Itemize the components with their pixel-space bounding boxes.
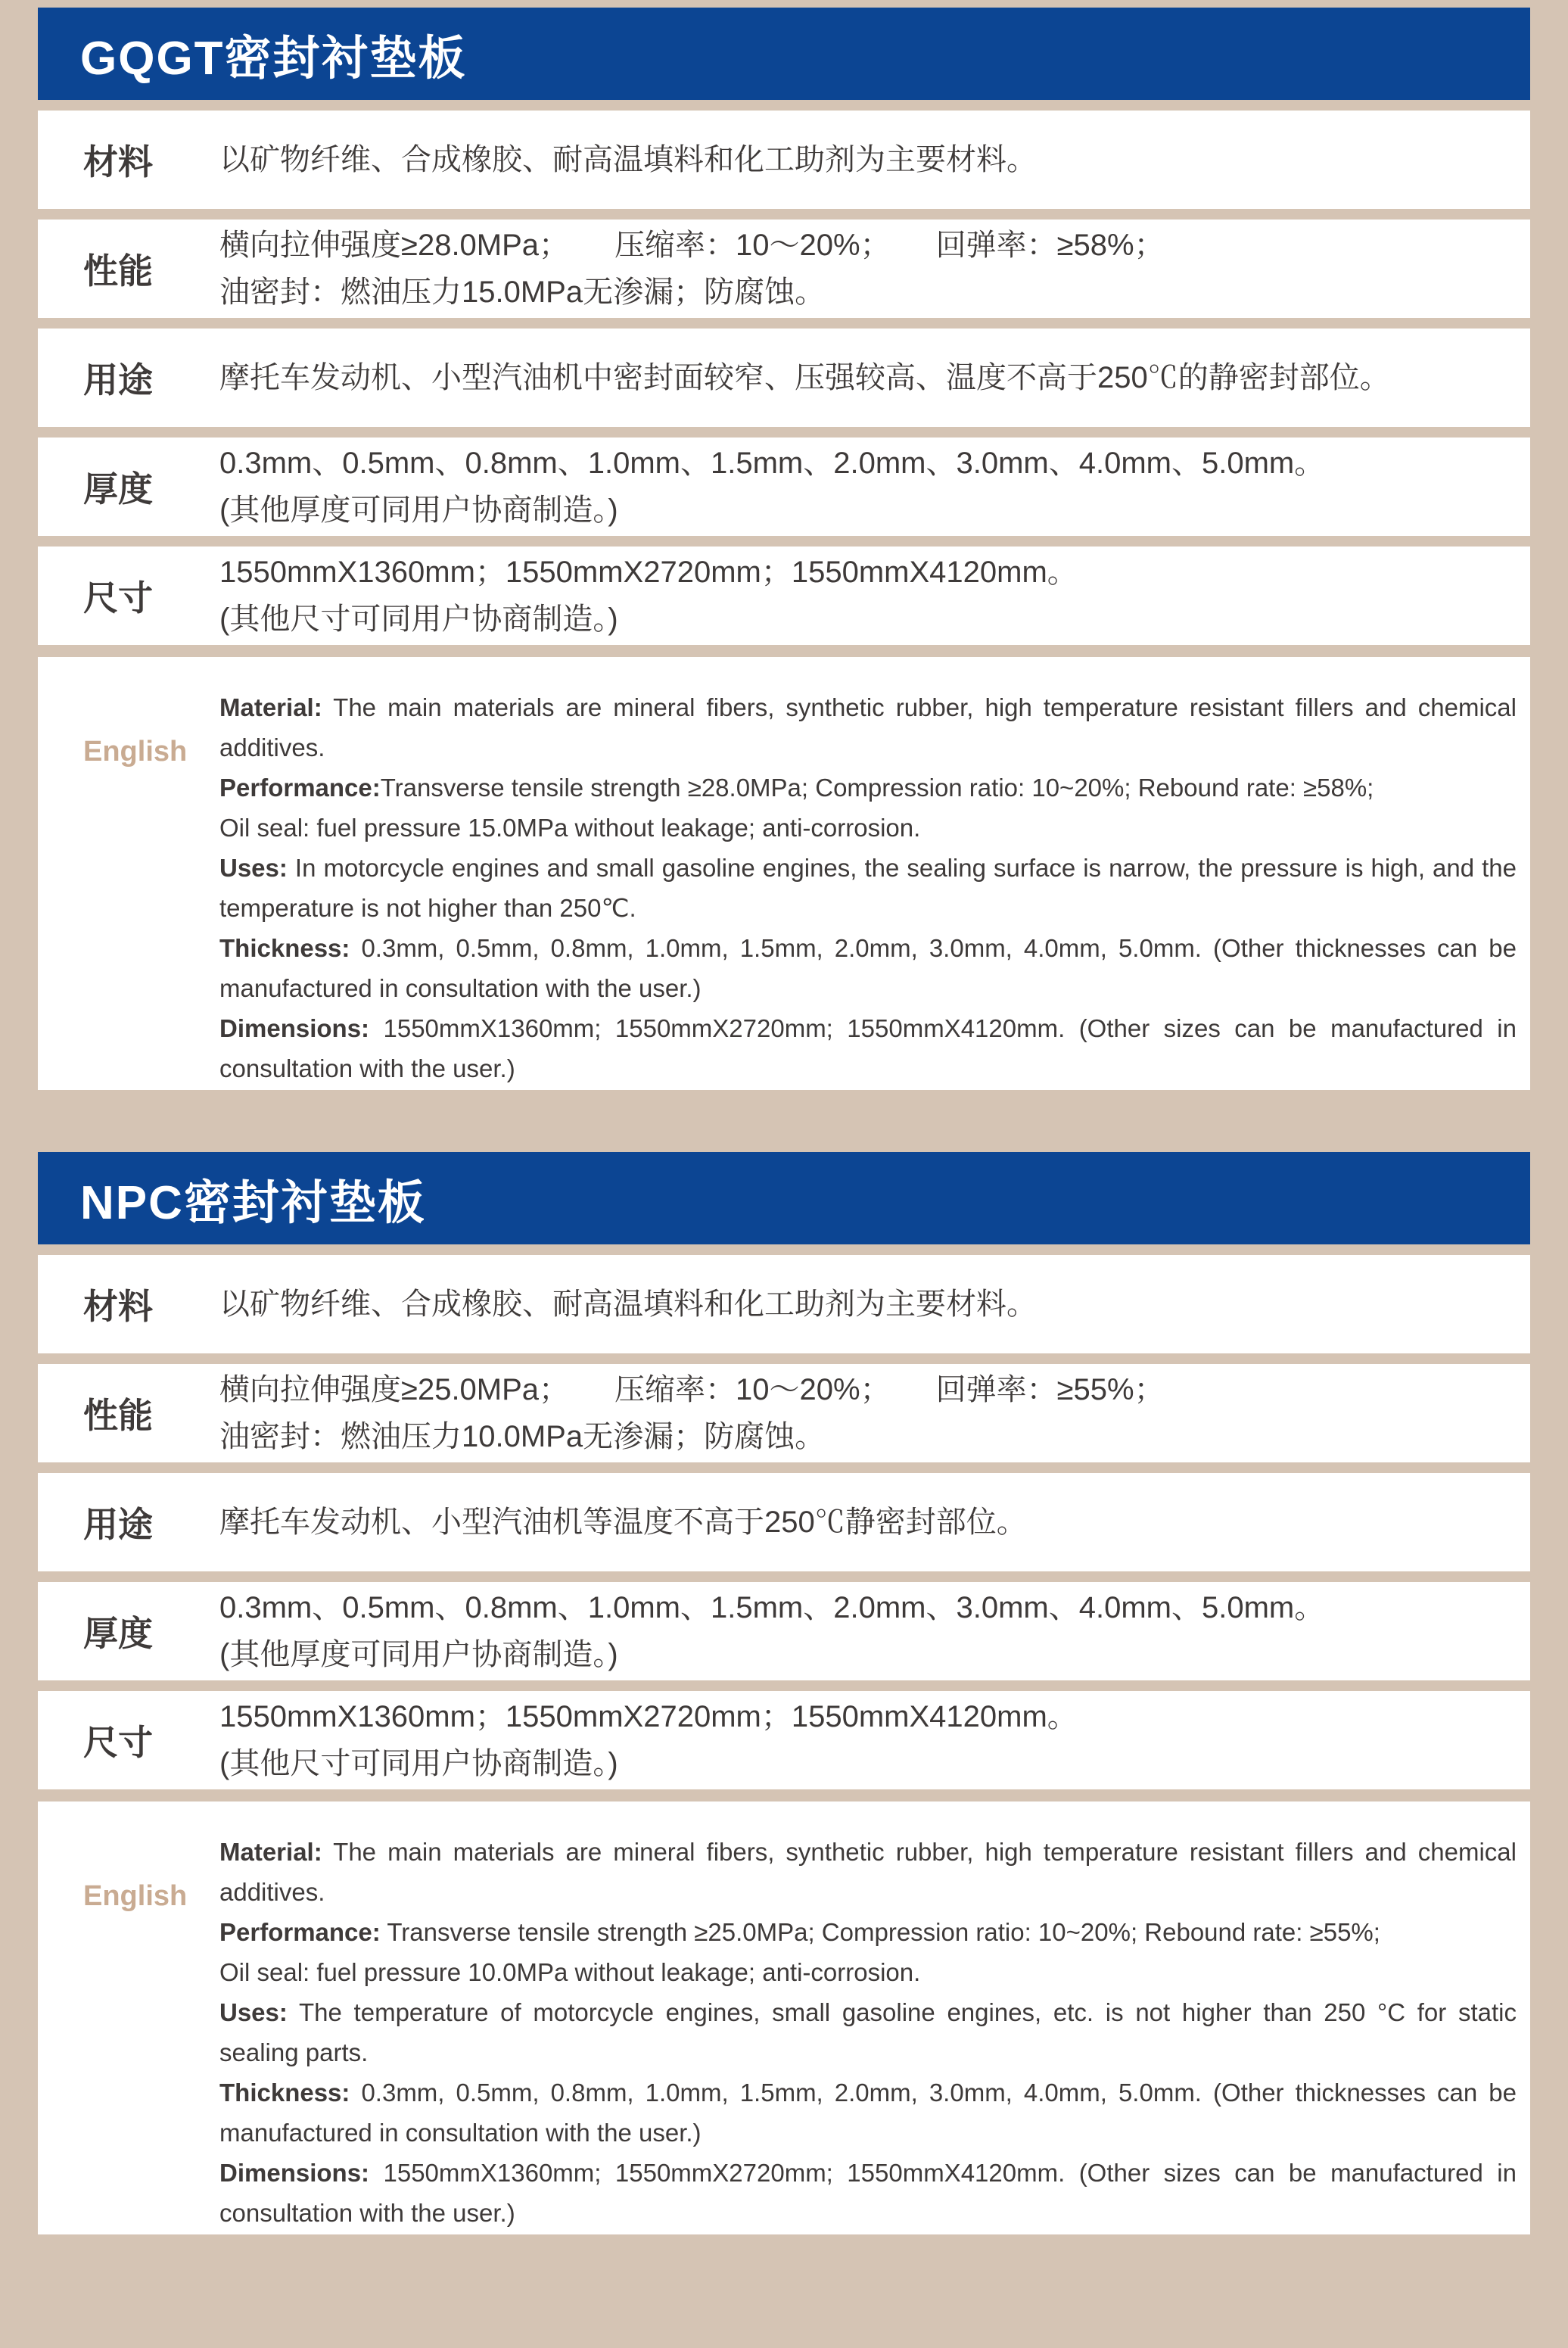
spec-row-content [219, 136, 1530, 183]
spec-row-performance [38, 1364, 1530, 1462]
spec-row-line: (其他厚度可同用户协商制造。) [219, 494, 618, 527]
english-block [38, 657, 1530, 1090]
english-paragraph [219, 1912, 1517, 1952]
spec-row-uses [38, 329, 1530, 427]
spec-row-content [219, 1584, 1530, 1678]
spec-row-label: 材料 [83, 142, 153, 182]
spec-row-line: 以矿物纤维、合成橡胶、耐高温填料和化工助剂为主要材料。 [219, 143, 1037, 176]
spec-row-content [219, 1366, 1530, 1460]
english-paragraph-lead: Dimensions: [219, 2159, 370, 2187]
english-paragraph [219, 1992, 1517, 2072]
english-block [38, 1801, 1530, 2234]
spec-row-material [38, 111, 1530, 209]
spec-row-content [219, 1499, 1530, 1546]
spec-row-label: 厚度 [83, 469, 153, 509]
english-paragraph [219, 2072, 1517, 2153]
english-paragraph [219, 848, 1517, 928]
spec-row-uses [38, 1473, 1530, 1571]
spec-row-performance [38, 220, 1530, 318]
spec-row-line: (其他厚度可同用户协商制造。) [219, 1638, 618, 1671]
english-paragraph-text: The main materials are mineral fibers, synthetic rubber, high temperature resistant fillers and chemical additives. [219, 1838, 1517, 1906]
english-paragraph-text: 0.3mm, 0.5mm, 0.8mm, 1.0mm, 1.5mm, 2.0mm, 3.0mm, 4.0mm, 5.0mm. (Other thicknesses can be manufactured in consultation with the user.) [219, 2079, 1517, 2147]
english-paragraph [219, 928, 1517, 1008]
english-paragraph-lead: Material: [219, 1838, 322, 1866]
spec-row-line: 1550mmX1360mm；1550mmX2720mm；1550mmX4120mm。 [219, 1700, 1078, 1733]
english-paragraph [219, 1832, 1517, 1912]
spec-row-line: 0.3mm、0.5mm、0.8mm、1.0mm、1.5mm、2.0mm、3.0mm、4.0mm、5.0mm。 [219, 1591, 1325, 1624]
english-paragraph-lead: Performance: [219, 774, 381, 802]
section-header-gqgt [38, 8, 1530, 100]
spec-row-content [219, 354, 1530, 401]
english-paragraph-text: 0.3mm, 0.5mm, 0.8mm, 1.0mm, 1.5mm, 2.0mm, 3.0mm, 4.0mm, 5.0mm. (Other thicknesses can be manufactured in consultation with the user.) [219, 934, 1517, 1002]
spec-row-label: 厚度 [83, 1614, 153, 1653]
english-paragraph [219, 1008, 1517, 1088]
english-paragraph-text: In motorcycle engines and small gasoline engines, the sealing surface is narrow, the pressure is high, and the temperature is not higher than 250℃. [219, 854, 1517, 922]
spec-row-dimensions [38, 547, 1530, 645]
spec-row-line: 横向拉伸强度≥28.0MPa； 压缩率：10～20%； 回弹率：≥58%； [219, 229, 1165, 262]
english-paragraph-lead: Uses: [219, 1998, 288, 2026]
spec-row-line: 摩托车发动机、小型汽油机中密封面较窄、压强较高、温度不高于250℃的静密封部位。 [219, 361, 1390, 394]
english-body [219, 687, 1517, 1090]
english-paragraph [219, 2153, 1517, 2233]
english-paragraph-lead: Uses: [219, 854, 288, 882]
spec-row-line: 油密封：燃油压力10.0MPa无渗漏；防腐蚀。 [219, 1420, 826, 1453]
english-paragraph [219, 808, 1517, 848]
spec-row-label: 尺寸 [83, 578, 153, 618]
english-paragraph [219, 768, 1517, 808]
spec-row-label: 性能 [83, 251, 153, 291]
english-paragraph-text: 1550mmX1360mm; 1550mmX2720mm; 1550mmX4120mm. (Other sizes can be manufactured in consultation with the user.) [219, 1014, 1517, 1082]
spec-row-material [38, 1255, 1530, 1353]
spec-row-thickness [38, 1582, 1530, 1680]
spec-row-content [219, 1693, 1530, 1787]
english-paragraph-text: Transverse tensile strength ≥28.0MPa; Compression ratio: 10~20%; Rebound rate: ≥58%; [380, 774, 1374, 802]
english-paragraph-lead: Performance: [219, 1918, 381, 1946]
english-paragraph-text: The main materials are mineral fibers, synthetic rubber, high temperature resistant fillers and chemical additives. [219, 693, 1517, 761]
english-paragraph-text: 1550mmX1360mm; 1550mmX2720mm; 1550mmX4120mm. (Other sizes can be manufactured in consultation with the user.) [219, 2159, 1517, 2227]
english-label: English [83, 1880, 188, 1912]
english-paragraph-text: Transverse tensile strength ≥25.0MPa; Compression ratio: 10~20%; Rebound rate: ≥55%; [380, 1918, 1380, 1946]
spec-row-line: (其他尺寸可同用户协商制造。) [219, 603, 618, 636]
spec-row-line: 以矿物纤维、合成橡胶、耐高温填料和化工助剂为主要材料。 [219, 1288, 1037, 1321]
spec-row-line: 1550mmX1360mm；1550mmX2720mm；1550mmX4120mm。 [219, 556, 1078, 589]
spec-row-line: 油密封：燃油压力15.0MPa无渗漏；防腐蚀。 [219, 276, 826, 309]
spec-row-dimensions [38, 1691, 1530, 1789]
english-paragraph-text: Oil seal: fuel pressure 15.0MPa without leakage; anti-corrosion. [219, 814, 921, 842]
spec-row-content [219, 222, 1530, 316]
english-label: English [83, 736, 188, 768]
section-title: NPC密封衬垫板 [80, 1176, 426, 1229]
english-body [219, 1832, 1517, 2234]
spec-row-thickness [38, 438, 1530, 536]
spec-row-label: 尺寸 [83, 1723, 153, 1762]
spec-row-line: 横向拉伸强度≥25.0MPa； 压缩率：10～20%； 回弹率：≥55%； [219, 1373, 1165, 1406]
english-paragraph-text: The temperature of motorcycle engines, small gasoline engines, etc. is not higher than 250 °C for static sealing parts. [219, 1998, 1517, 2066]
section-header-npc [38, 1152, 1530, 1244]
spec-row-line: 0.3mm、0.5mm、0.8mm、1.0mm、1.5mm、2.0mm、3.0mm、4.0mm、5.0mm。 [219, 447, 1325, 480]
spec-row-content [219, 1281, 1530, 1328]
spec-row-line: (其他尺寸可同用户协商制造。) [219, 1747, 618, 1780]
spec-row-label: 用途 [83, 360, 153, 400]
spec-row-content [219, 440, 1530, 534]
spec-row-line: 摩托车发动机、小型汽油机等温度不高于250℃静密封部位。 [219, 1506, 1027, 1539]
spec-row-label: 性能 [83, 1396, 153, 1435]
spec-row-label: 用途 [83, 1505, 153, 1544]
english-paragraph-lead: Material: [219, 693, 322, 721]
spec-row-label: 材料 [83, 1287, 153, 1326]
spec-row-content [219, 549, 1530, 643]
english-paragraph-lead: Dimensions: [219, 1014, 370, 1042]
english-paragraph-lead: Thickness: [219, 934, 350, 962]
english-paragraph-text: Oil seal: fuel pressure 10.0MPa without leakage; anti-corrosion. [219, 1958, 921, 1986]
english-paragraph [219, 1952, 1517, 1992]
english-paragraph-lead: Thickness: [219, 2079, 350, 2107]
english-paragraph [219, 687, 1517, 768]
catalog-page [0, 8, 1568, 2348]
section-title: GQGT密封衬垫板 [80, 32, 467, 85]
